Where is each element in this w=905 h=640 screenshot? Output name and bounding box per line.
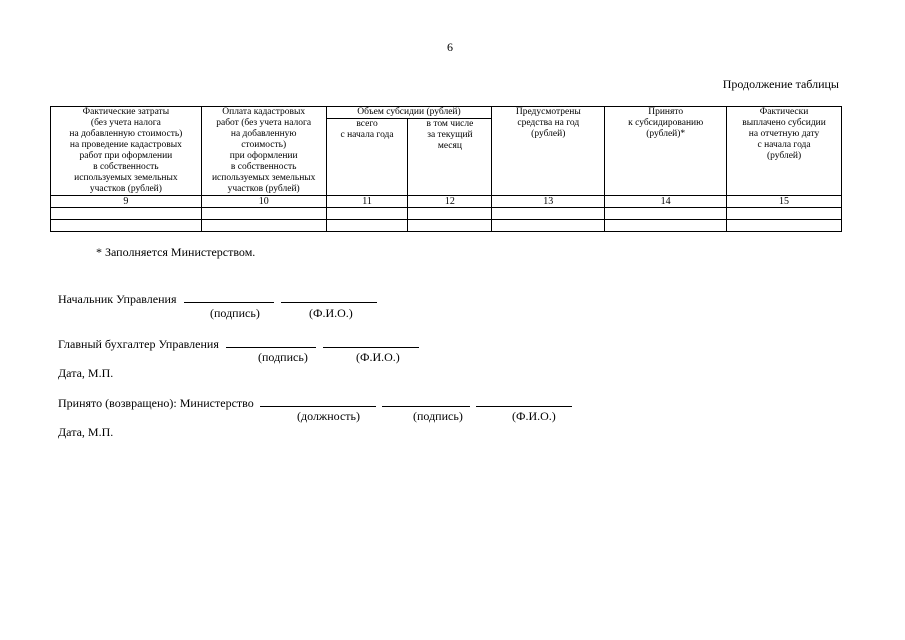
accepted-label: Принято (возвращено): Министерство (58, 396, 254, 410)
accepted-sign-caption: (подпись) (413, 409, 463, 423)
accountant-sign-blank (226, 336, 316, 348)
head-sign-blank (184, 291, 274, 303)
table-row (51, 220, 842, 232)
accountant-name-blank (323, 336, 419, 348)
accountant-sign-caption: (подпись) (258, 350, 308, 364)
column-number: 11 (326, 196, 408, 208)
accepted-sign-blank (382, 395, 470, 407)
header-col14: Принято к субсидированию (рублей)* (605, 107, 727, 196)
head-sign-caption: (подпись) (210, 306, 260, 320)
header-col10: Оплата кадастровых работ (без учета налога на добавленную стоимость) при оформлении в собственность используемых земельных участков (рублей) (201, 107, 326, 196)
accepted-position-blank (260, 395, 376, 407)
accepted-position-caption: (должность) (297, 409, 360, 423)
head-name-blank (281, 291, 377, 303)
accepted-name-caption: (Ф.И.О.) (512, 409, 556, 423)
date-stamp-1: Дата, М.П. (58, 366, 114, 380)
header-col11: всего с начала года (326, 119, 408, 196)
date-stamp-2: Дата, М.П. (58, 425, 114, 439)
header-col9: Фактические затраты (без учета налога на добавленную стоимость) на проведение кадастровых работ при оформлении в собственность используемых земельных участков (рублей) (51, 107, 202, 196)
page-number: 6 (447, 40, 453, 54)
table-row (51, 208, 842, 220)
head-name-caption: (Ф.И.О.) (309, 306, 353, 320)
accountant-label: Главный бухгалтер Управления (58, 337, 219, 351)
header-subsidy-group: Объем субсидии (рублей) (326, 107, 492, 119)
header-col12: в том числе за текущий месяц (408, 119, 492, 196)
head-signature-line (58, 291, 377, 307)
header-col13: Предусмотрены средства на год (рублей) (492, 107, 605, 196)
accountant-name-caption: (Ф.И.О.) (356, 350, 400, 364)
header-col15: Фактически выплачено субсидии на отчетную дату с начала года (рублей) (727, 107, 842, 196)
column-number: 12 (408, 196, 492, 208)
column-number: 15 (727, 196, 842, 208)
footnote: * Заполняется Министерством. (96, 245, 256, 259)
report-table (50, 106, 842, 232)
accepted-name-blank (476, 395, 572, 407)
continuation-label: Продолжение таблицы (722, 77, 839, 91)
head-label: Начальник Управления (58, 292, 177, 306)
column-number: 9 (51, 196, 202, 208)
column-number: 13 (492, 196, 605, 208)
column-number: 10 (201, 196, 326, 208)
column-numbers-row (51, 196, 842, 208)
column-number: 14 (605, 196, 727, 208)
